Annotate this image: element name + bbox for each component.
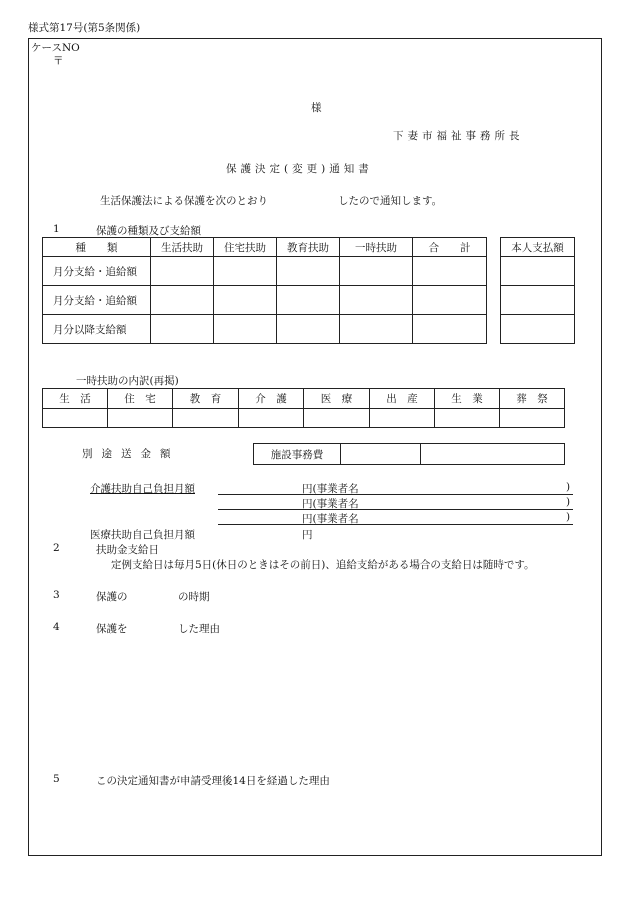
temporary-aid-heading: 一時扶助の内訳(再掲) xyxy=(76,375,179,387)
section-3-left: 保護の xyxy=(96,591,128,603)
care-copay-provider-2: 円(事業者名 xyxy=(302,498,359,510)
header-total: 合 計 xyxy=(413,238,487,257)
header-temporary-aid: 一時扶助 xyxy=(340,238,413,257)
care-copay-provider-3: 円(事業者名 xyxy=(302,513,359,525)
table-cell[interactable] xyxy=(214,257,277,286)
care-copay-label: 介護扶助自己負担月額 xyxy=(90,483,195,495)
table-cell[interactable] xyxy=(173,409,239,428)
table-cell[interactable] xyxy=(413,315,487,344)
header-housing-aid: 住宅扶助 xyxy=(214,238,277,257)
section-5-number: 5 xyxy=(53,773,60,785)
table-cell[interactable] xyxy=(413,286,487,315)
header-childbirth: 出 産 xyxy=(370,389,435,409)
intro-text-right: したので通知します。 xyxy=(338,195,443,207)
table-cell[interactable] xyxy=(214,286,277,315)
benefit-table xyxy=(42,237,487,344)
table-cell[interactable] xyxy=(340,257,413,286)
table-cell[interactable] xyxy=(214,315,277,344)
table-cell[interactable] xyxy=(108,409,173,428)
row-label-2: 月分支給・追給額 xyxy=(43,286,151,315)
facility-fee-label: 施設事務費 xyxy=(254,444,341,465)
header-education: 教 育 xyxy=(173,389,239,409)
section-3-number: 3 xyxy=(53,589,60,601)
table-cell[interactable] xyxy=(277,286,340,315)
facility-fee-table xyxy=(253,443,565,465)
table-cell[interactable] xyxy=(501,315,575,344)
header-living: 生 活 xyxy=(43,389,108,409)
table-cell[interactable] xyxy=(304,409,370,428)
section-2-text: 定例支給日は毎月5日(休日のときはその前日)、追給支給がある場合の支給日は随時です。 xyxy=(111,559,535,571)
table-cell[interactable] xyxy=(370,409,435,428)
recipient-honorific: 様 xyxy=(311,102,322,114)
care-copay-close-3: ) xyxy=(566,511,571,523)
header-livelihood: 生 業 xyxy=(435,389,500,409)
header-medical: 医 療 xyxy=(304,389,370,409)
personal-payment-table xyxy=(500,237,575,344)
care-copay-close-1: ) xyxy=(566,481,571,493)
table-cell[interactable] xyxy=(341,444,421,465)
header-education-aid: 教育扶助 xyxy=(277,238,340,257)
section-1-heading: 保護の種類及び支給額 xyxy=(96,225,201,237)
section-4-right: した理由 xyxy=(178,623,220,635)
header-funeral: 葬 祭 xyxy=(500,389,565,409)
table-cell[interactable] xyxy=(151,286,214,315)
care-copay-provider-1: 円(事業者名 xyxy=(302,483,359,495)
separate-remittance-label: 別途送金額 xyxy=(82,448,180,460)
form-number: 様式第17号(第5条関係) xyxy=(28,22,141,34)
header-type: 種 類 xyxy=(43,238,151,257)
table-cell[interactable] xyxy=(277,315,340,344)
section-3-right: の時期 xyxy=(178,591,210,603)
care-copay-close-2: ) xyxy=(566,496,571,508)
document-title: 保護決定(変更)通知書 xyxy=(226,163,373,175)
postal-mark: 〒 xyxy=(53,55,64,67)
header-living-aid: 生活扶助 xyxy=(151,238,214,257)
header-housing: 住 宅 xyxy=(108,389,173,409)
section-4-left: 保護を xyxy=(96,623,128,635)
underline-2 xyxy=(218,509,573,510)
issuer-name: 下妻市福祉事務所長 xyxy=(393,130,524,142)
underline-1 xyxy=(218,494,573,495)
underline-3 xyxy=(218,524,573,525)
medical-copay-yen: 円 xyxy=(302,529,313,541)
table-cell[interactable] xyxy=(151,257,214,286)
table-cell[interactable] xyxy=(340,286,413,315)
table-cell[interactable] xyxy=(239,409,304,428)
table-cell[interactable] xyxy=(500,409,565,428)
section-2-number: 2 xyxy=(53,542,60,554)
section-4-number: 4 xyxy=(53,621,60,633)
table-cell[interactable] xyxy=(43,409,108,428)
header-nursing: 介 護 xyxy=(239,389,304,409)
intro-text-left: 生活保護法による保護を次のとおり xyxy=(100,195,268,207)
table-cell[interactable] xyxy=(413,257,487,286)
section-1-number: 1 xyxy=(53,223,60,235)
table-cell[interactable] xyxy=(340,315,413,344)
table-cell[interactable] xyxy=(501,257,575,286)
table-cell[interactable] xyxy=(435,409,500,428)
table-cell[interactable] xyxy=(421,444,565,465)
table-cell[interactable] xyxy=(501,286,575,315)
case-number-label: ケースNO xyxy=(31,42,80,54)
temporary-aid-table xyxy=(42,388,565,428)
section-5-text: この決定通知書が申請受理後14日を経過した理由 xyxy=(96,775,330,787)
section-2-heading: 扶助金支給日 xyxy=(96,544,159,556)
medical-copay-label: 医療扶助自己負担月額 xyxy=(90,529,195,541)
row-label-1: 月分支給・追給額 xyxy=(43,257,151,286)
row-label-3: 月分以降支給額 xyxy=(43,315,151,344)
table-cell[interactable] xyxy=(277,257,340,286)
table-cell[interactable] xyxy=(151,315,214,344)
header-personal-payment: 本人支払額 xyxy=(501,238,575,257)
